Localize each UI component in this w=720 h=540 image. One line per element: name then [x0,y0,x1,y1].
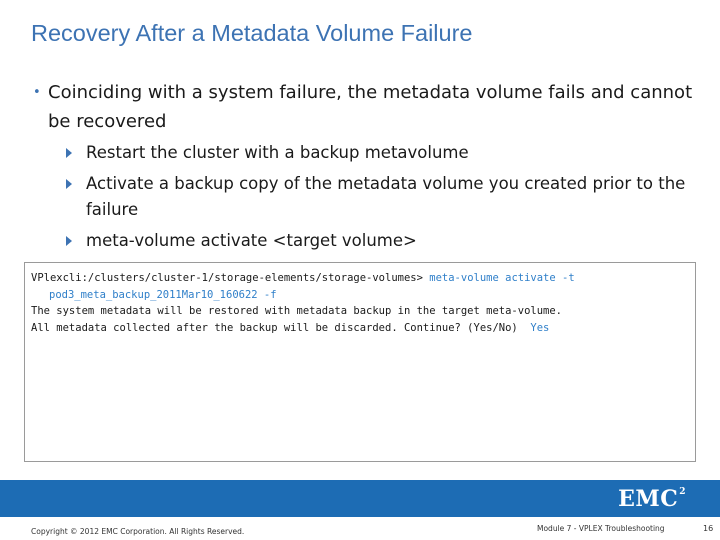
bullet-dot-icon: • [33,85,41,100]
arrow-bullet-icon [66,236,72,246]
sub-bullet-text: meta-volume activate <target volume> [86,231,417,250]
main-bullet [33,78,693,136]
console-question: All metadata collected after the backup will be discarded. Continue? (Yes/No) [31,321,531,334]
copyright-text: Copyright © 2012 EMC Corporation. All Rights Reserved. [31,527,245,536]
console-line [31,270,689,287]
console-line [31,320,689,337]
sub-bullet-text: Restart the cluster with a backup metavolume [86,143,469,162]
page-number: 16 [703,524,714,533]
slide-title: Recovery After a Metadata Volume Failure [31,20,473,46]
console-command-continuation: pod3_meta_backup_2011Mar10_160622 -f [49,288,277,301]
footer-bar [0,480,720,517]
console-line: The system metadata will be restored with metadata backup in the target meta-volume. [31,305,563,317]
console-answer: Yes [530,321,550,334]
emc-logo [618,486,686,512]
sub-bullet-item [66,140,686,166]
arrow-bullet-icon [66,179,72,189]
sub-bullet-item [66,171,686,223]
main-bullet-text: Coinciding with a system failure, the metadata volume fails and cannot be recovered [48,82,693,132]
logo-text: EMC [618,486,679,512]
console-command: meta-volume activate -t [429,272,575,284]
sub-bullet-text: Activate a backup copy of the metadata volume you created prior to the failure [86,174,686,219]
arrow-bullet-icon [66,148,72,158]
console-output [24,262,696,462]
module-label: Module 7 - VPLEX Troubleshooting [537,524,665,533]
console-prompt: VPlexcli:/clusters/cluster-1/storage-elements/storage-volumes> [31,272,430,284]
console-line [31,287,689,304]
logo-superscript: 2 [679,486,686,497]
sub-bullet-item [66,228,686,254]
sub-bullet-list [66,140,686,259]
